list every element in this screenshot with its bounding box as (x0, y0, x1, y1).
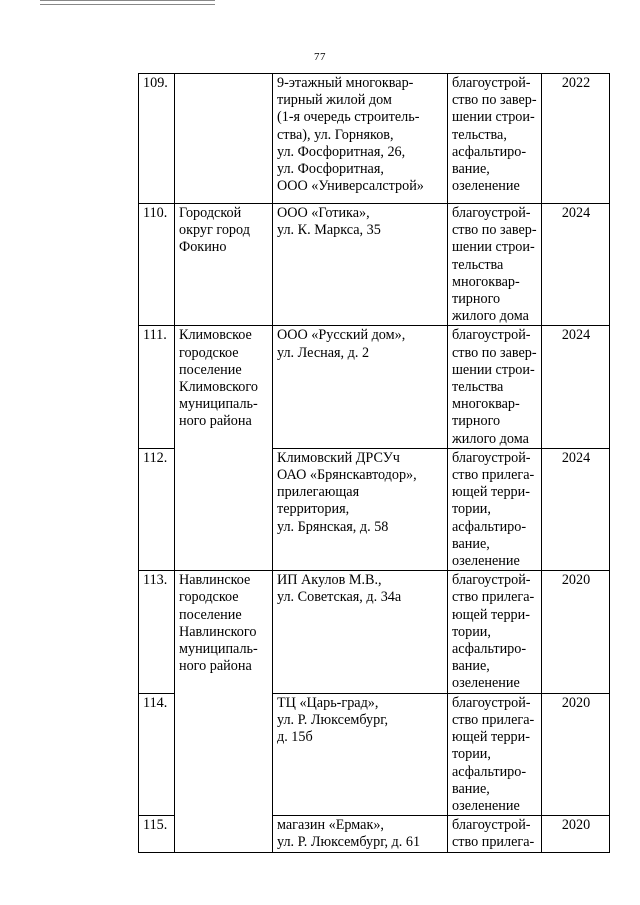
year-cell: 2020 (542, 693, 610, 815)
year-cell: 2020 (542, 571, 610, 693)
object-cell: ИП Акулов М.В., ул. Советская, д. 34а (273, 571, 448, 693)
object-cell: ООО «Готика», ул. К. Маркса, 35 (273, 204, 448, 326)
header-rule (40, 0, 215, 5)
table-row (139, 204, 610, 326)
works-cell: благоустрой- ство прилега- ющей терри- тории, асфальтиро- вание, озеленение (448, 448, 542, 570)
table-row (139, 326, 610, 448)
table-row (139, 74, 610, 204)
year-cell: 2024 (542, 204, 610, 326)
object-cell: ТЦ «Царь-град», ул. Р. Люксембург, д. 15б (273, 693, 448, 815)
district-cell (175, 693, 273, 815)
district-cell: Климовское городское поселение Климовского муниципаль- ного района (175, 326, 273, 448)
object-cell (273, 816, 448, 853)
object-cell: 9-этажный многоквар- тирный жилой дом (1-я очередь строитель- ства), ул. Горняков, ул. Фосфоритная, 26, ул. Фосфоритная, ООО «Универсалстрой» (273, 74, 448, 204)
page-number: 77 (314, 51, 326, 63)
works-cell: благоустрой- ство по завер- шении строи- тельства многоквар- тирного жилого дома (448, 204, 542, 326)
district-cell (175, 816, 273, 853)
year-cell: 2022 (542, 74, 610, 204)
year-cell: 2024 (542, 448, 610, 570)
works-cell: благоустрой- ство прилега- ющей терри- тории, асфальтиро- вание, озеленение (448, 693, 542, 815)
projects-table (138, 73, 610, 853)
district-cell (175, 448, 273, 570)
row-number: 113. (139, 571, 175, 693)
district-cell: Навлинское городское поселение Навлинского муниципаль- ного района (175, 571, 273, 693)
table-row (139, 816, 610, 853)
year-cell: 2024 (542, 326, 610, 448)
row-number: 111. (139, 326, 175, 448)
row-number: 112. (139, 448, 175, 570)
district-cell: Городской округ город Фокино (175, 204, 273, 326)
row-number (139, 816, 175, 853)
works-text: благоустрой- ство прилега- (452, 817, 535, 851)
row-number: 114. (139, 693, 175, 815)
works-cell: благоустрой- ство по завер- шении строи- тельства многоквар- тирного жилого дома (448, 326, 542, 448)
table-row (139, 448, 610, 570)
works-cell: благоустрой- ство по завер- шении строи- тельства, асфальтиро- вание, озеленение (448, 74, 542, 204)
district-text (179, 817, 269, 852)
district-cell (175, 74, 273, 204)
year-text: 2020 (561, 817, 591, 834)
row-number: 110. (139, 204, 175, 326)
year-cell (542, 816, 610, 853)
table-row (139, 571, 610, 693)
object-cell: Климовский ДРСУч ОАО «Брянскавтодор», прилегающая территория, ул. Брянская, д. 58 (273, 448, 448, 570)
table-row (139, 693, 610, 815)
row-number: 109. (139, 74, 175, 204)
object-cell: ООО «Русский дом», ул. Лесная, д. 2 (273, 326, 448, 448)
object-text: магазин «Ермак», ул. Р. Люксембург, д. 61 (277, 817, 421, 851)
works-cell (448, 816, 542, 853)
works-cell: благоустрой- ство прилега- ющей терри- тории, асфальтиро- вание, озеленение (448, 571, 542, 693)
row-number-text: 115. (143, 817, 168, 834)
